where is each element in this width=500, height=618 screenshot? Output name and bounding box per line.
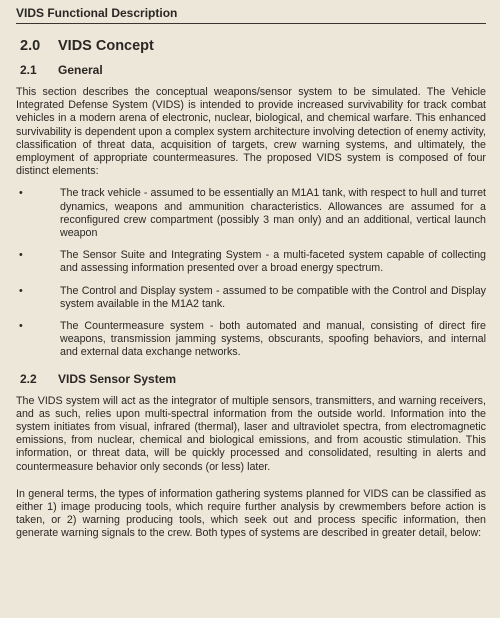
list-item bbox=[16, 187, 486, 240]
bullet-icon: • bbox=[19, 249, 23, 262]
section-heading bbox=[20, 38, 486, 54]
subsection-number: 2.1 bbox=[20, 63, 37, 77]
list-item-text: The track vehicle - assumed to be essentially an M1A1 tank, with respect to hull and turret dynamics, weapons and ammunition characteristics. Allowances are assumed for a reconfigured crew compartment (possibly 3 man only) and an additional, vertical launch weapon bbox=[60, 187, 486, 240]
list-item bbox=[16, 249, 486, 275]
subsection-title: VIDS Sensor System bbox=[58, 371, 177, 386]
sensor-paragraph-2: In general terms, the types of information gathering systems planned for VIDS can be classified as either 1) image producing tools, which require further analysis by crewmembers before action is taken, or 2) warning producing tools, which seek out and process specific information, then generate warning signals to the crew. Both types of systems are described in greater detail, below: bbox=[16, 487, 486, 540]
sensor-paragraph-1: The VIDS system will act as the integrator of multiple sensors, transmitters, and warning receivers, and as such, relies upon multi-spectral information from the outside world. Information into the system initiates from visual, infrared (thermal), laser and ultraviolet spectra, from electromagnetic emissions, from nuclear, chemical and biological emissions, and from acoustic stimulation. This information, or threat data, will be quickly processed and consolidated, resulting in alerts and countermeasure behavior only seconds (or less) later. bbox=[16, 394, 486, 473]
running-header: VIDS Functional Description bbox=[16, 6, 486, 24]
bullet-icon: • bbox=[19, 284, 23, 297]
subsection-title: General bbox=[58, 63, 103, 77]
bullet-icon: • bbox=[19, 187, 23, 200]
section-number: 2.0 bbox=[20, 38, 41, 54]
elements-list bbox=[16, 187, 486, 359]
subsection-heading-general bbox=[20, 63, 486, 77]
bullet-icon: • bbox=[19, 320, 23, 333]
list-item-text: The Control and Display system - assumed to be compatible with the Control and Display system available in the M1A2 tank. bbox=[60, 284, 486, 310]
list-item-text: The Sensor Suite and Integrating System - a multi-faceted system capable of collecting and assessing information presented over a broad energy spectrum. bbox=[60, 249, 486, 275]
list-item-text: The Countermeasure system - both automated and manual, consisting of direct fire weapons, transmission jamming systems, obscurants, spoofing behaviors, and internal and external data exchange networks. bbox=[60, 320, 486, 359]
section-title: VIDS Concept bbox=[58, 38, 154, 54]
list-item bbox=[16, 285, 486, 311]
list-item bbox=[16, 320, 486, 360]
subsection-number: 2.2 bbox=[20, 371, 37, 386]
general-paragraph: This section describes the conceptual weapons/sensor system to be simulated. The Vehicle Integrated Defense System (VIDS) is intended to provide increased survivability for track combat vehicles in a modern arena of electronic, nuclear, biological, and chemical warfare. This enhanced survivability is dependent upon a complex system architecture involving detection of enemy activity, classification of threat data, acquisition of targets, crew warning systems, and ultimately, the employment of appropriate countermeasures. The proposed VIDS system is composed of four distinct elements: bbox=[16, 86, 486, 178]
subsection-heading-sensor bbox=[20, 372, 486, 386]
